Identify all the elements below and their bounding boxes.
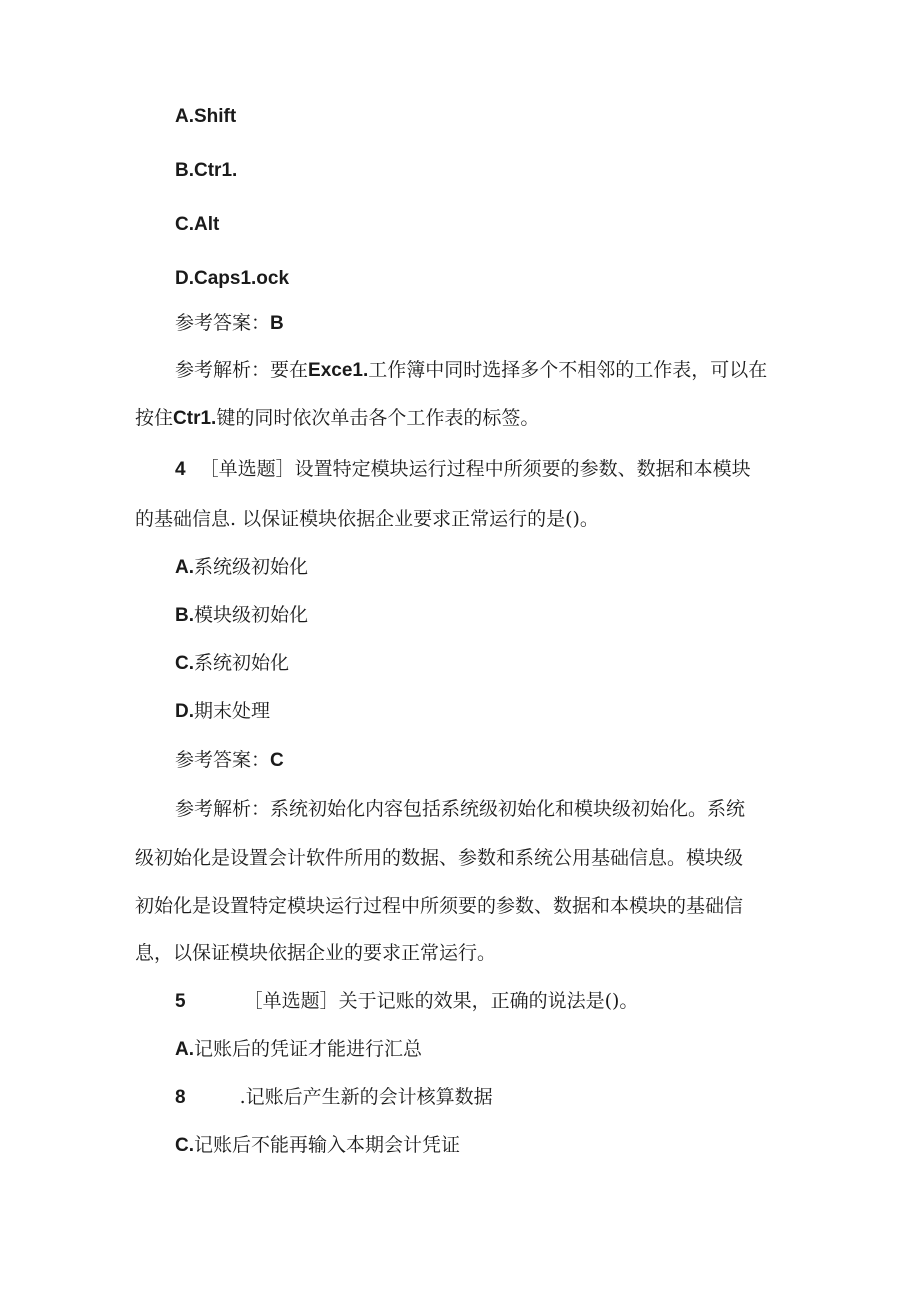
option-d — [175, 266, 289, 292]
answer-value: B — [270, 313, 284, 334]
option-a — [175, 1036, 422, 1063]
option-text: 模块级初始化 — [194, 604, 309, 626]
question-number: 5 — [175, 991, 186, 1012]
option-text: 记账后的凭证才能进行汇总 — [194, 1038, 423, 1060]
analysis-text: 系统初始化内容包括系统级初始化和模块级初始化。系统 — [270, 798, 746, 820]
option-text: Ctr1. — [194, 160, 238, 181]
answer-label: 参考答案： — [175, 312, 271, 334]
analysis-text: 按住 — [135, 407, 174, 429]
option-key: A. — [175, 106, 194, 127]
option-text: 记账后不能再输入本期会计凭证 — [194, 1134, 461, 1156]
analysis-bold: Ctr1. — [173, 408, 217, 429]
option-text: .记账后产生新的会计核算数据 — [239, 1086, 493, 1108]
analysis-line — [175, 796, 745, 822]
question-4 — [175, 456, 751, 483]
option-a — [175, 104, 236, 130]
option-key: A. — [175, 557, 194, 578]
option-key: D. — [175, 268, 194, 289]
option-key: A. — [175, 1039, 194, 1060]
question-5 — [175, 988, 638, 1015]
analysis-label: 参考解析： — [175, 798, 271, 820]
option-text: 系统级初始化 — [194, 556, 309, 578]
option-text: 期末处理 — [194, 700, 271, 722]
option-c — [175, 650, 289, 677]
analysis-line — [175, 357, 767, 384]
option-b — [175, 602, 308, 629]
option-key: C. — [175, 1135, 194, 1156]
analysis-line — [135, 405, 539, 432]
option-key: D. — [175, 701, 194, 722]
analysis-text: 键的同时依次单击各个工作表的标签。 — [216, 407, 540, 429]
option-b — [175, 1084, 493, 1111]
option-text: Shift — [194, 106, 237, 127]
option-key: B. — [175, 605, 194, 626]
answer-line — [175, 310, 284, 337]
question-text: ［单选题］设置特定模块运行过程中所须要的参数、数据和本模块 — [199, 458, 751, 480]
analysis-text: 息，以保证模块依据企业的要求正常运行。 — [135, 942, 497, 964]
answer-line — [175, 747, 284, 774]
analysis-bold: Exce1. — [308, 360, 369, 381]
option-text: Alt — [194, 214, 220, 235]
option-text: 系统初始化 — [194, 652, 290, 674]
analysis-text: 要在 — [270, 359, 309, 381]
option-key: C. — [175, 653, 194, 674]
analysis-text: 工作簿中同时选择多个不相邻的工作表，可以在 — [368, 359, 768, 381]
question-number: 4 — [175, 459, 186, 480]
answer-value: C — [270, 750, 284, 771]
analysis-text: 级初始化是设置会计软件所用的数据、参数和系统公用基础信息。模块级 — [135, 847, 744, 869]
option-c — [175, 1132, 460, 1159]
question-text-cont: 的基础信息. 以保证模块依据企业要求正常运行的是()。 — [135, 508, 599, 530]
analysis-label: 参考解析： — [175, 359, 271, 381]
option-key: B. — [175, 160, 194, 181]
option-b — [175, 158, 237, 184]
question-text: ［单选题］关于记账的效果，正确的说法是()。 — [243, 990, 639, 1012]
option-text: Caps1.ock — [194, 268, 290, 289]
option-key: 8 — [175, 1087, 186, 1108]
option-c — [175, 212, 219, 238]
option-a — [175, 554, 308, 581]
option-d — [175, 698, 270, 725]
option-key: C. — [175, 214, 194, 235]
answer-label: 参考答案： — [175, 749, 271, 771]
analysis-text: 初始化是设置特定模块运行过程中所须要的参数、数据和本模块的基础信 — [135, 895, 744, 917]
